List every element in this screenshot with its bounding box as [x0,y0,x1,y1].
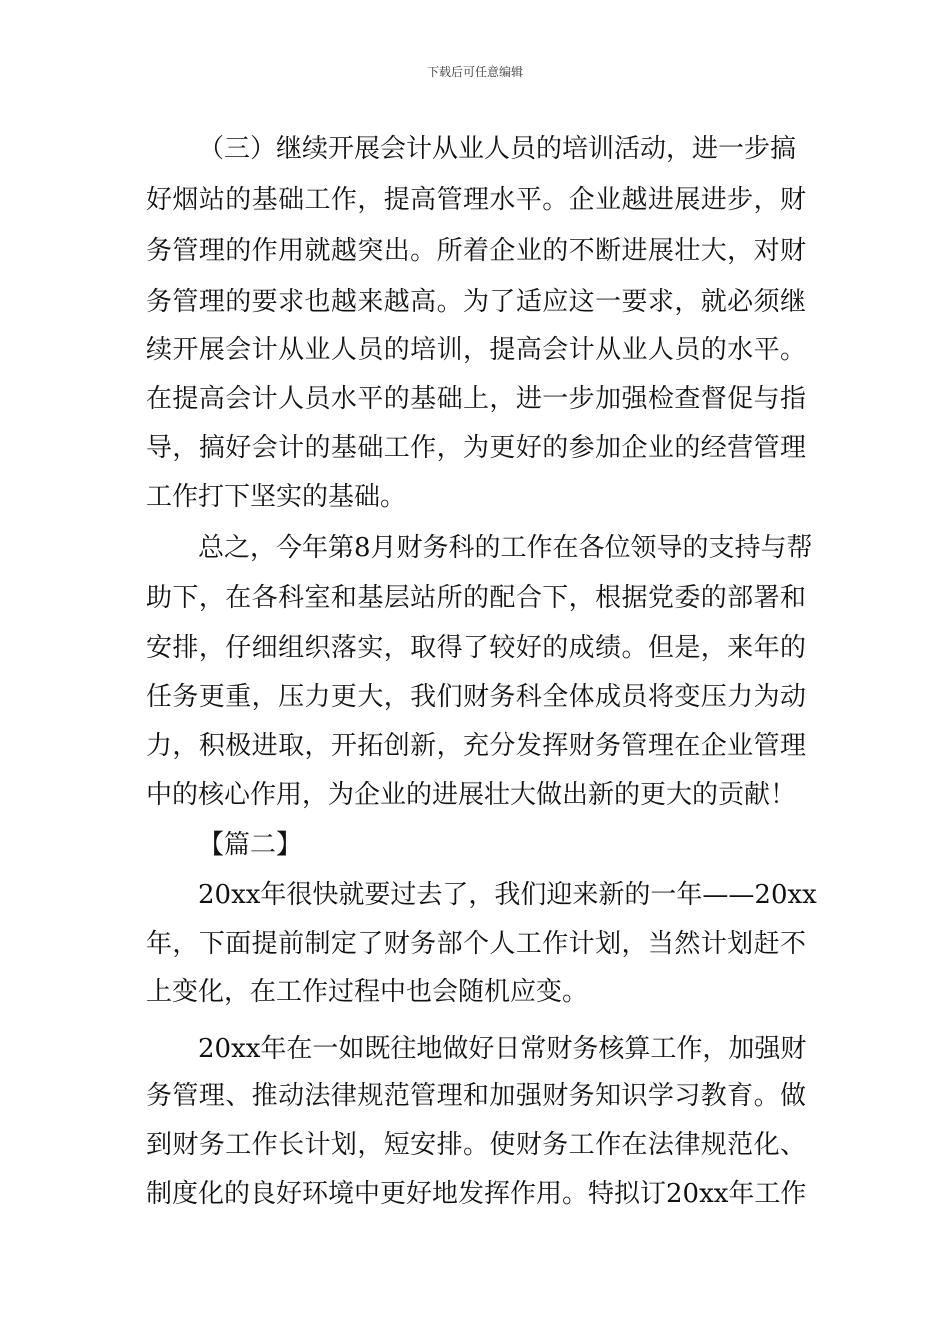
section-heading: 【篇二】 [198,830,303,860]
paragraph-4-line-4: 制度化的良好环境中更好地发挥作用。特拟订20xx年工作 [146,1179,807,1209]
paragraph-1-line-5: 续开展会计从业人员的培训，提高会计从业人员的水平。 [146,335,806,365]
paragraph-1-line-6: 在提高会计人员水平的基础上，进一步加强检查督促与指 [146,384,806,414]
paragraph-2-line-1: 总之，今年第8月财务科的工作在各位领导的支持与帮 [198,533,813,563]
paragraph-4-line-1: 20xx年在一如既往地做好日常财务核算工作，加强财 [198,1034,807,1064]
paragraph-2-line-3: 安排，仔细组织落实，取得了较好的成绩。但是，来年的 [146,633,806,663]
paragraph-1-line-3: 务管理的作用就越突出。所着企业的不断进展壮大，对财 [146,236,806,266]
paragraph-1-line-1: （三）继续开展会计从业人员的培训活动，进一步搞 [198,134,797,164]
paragraph-3-line-3: 上变化，在工作过程中也会随机应变。 [146,977,589,1007]
paragraph-1-line-2: 好烟站的基础工作，提高管理水平。企业越进展进步，财 [146,185,806,215]
paragraph-1-line-4: 务管理的要求也越来越高。为了适应这一要求，就必须继 [146,287,806,317]
paragraph-1-line-7: 导，搞好会计的基础工作，为更好的参加企业的经营管理 [146,433,806,463]
paragraph-4-line-2: 务管理、推动法律规范管理和加强财务知识学习教育。做 [146,1081,806,1111]
paragraph-1-line-8: 工作打下坚实的基础。 [146,482,407,512]
paragraph-2-line-6: 中的核心作用，为企业的进展壮大做出新的更大的贡献！ [146,780,797,810]
paragraph-4-line-3: 到财务工作长计划，短安排。使财务工作在法律规范化、 [146,1130,806,1160]
paragraph-2-line-4: 任务更重，压力更大，我们财务科全体成员将变压力为动 [146,682,806,712]
page-header: 下载后可任意编辑 [426,65,523,79]
paragraph-2-line-5: 力，积极进取，开拓创新，充分发挥财务管理在企业管理 [146,731,806,761]
paragraph-3-line-1: 20xx年很快就要过去了，我们迎来新的一年——20xx [198,880,817,910]
paragraph-3-line-2: 年，下面提前制定了财务部个人工作计划，当然计划赶不 [146,929,806,959]
paragraph-2-line-2: 助下，在各科室和基层站所的配合下，根据党委的部署和 [146,583,806,613]
